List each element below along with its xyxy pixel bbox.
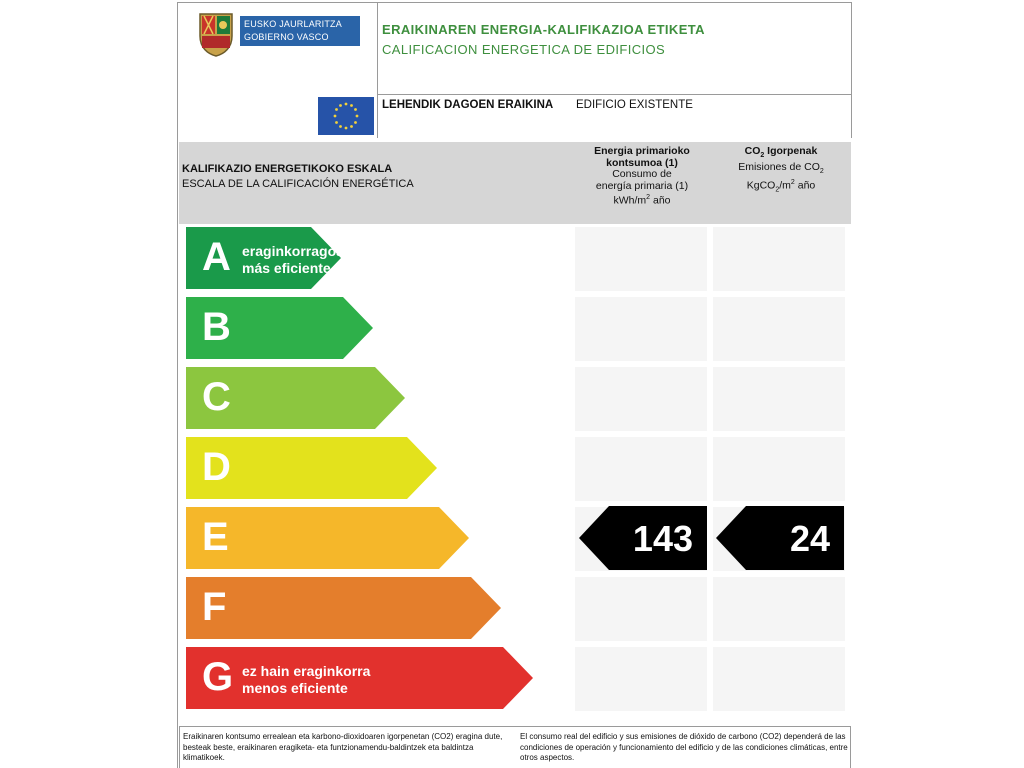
co2-cell bbox=[713, 227, 845, 291]
band-bar-c bbox=[186, 367, 405, 429]
band-bar-b bbox=[186, 297, 373, 359]
primary-energy-cell bbox=[575, 297, 707, 361]
band-bar-d bbox=[186, 437, 437, 499]
co2-cell bbox=[713, 577, 845, 641]
primary-energy-cell bbox=[575, 647, 707, 711]
co2-cell bbox=[713, 367, 845, 431]
band-description: ez hain eraginkorra menos eficiente bbox=[242, 663, 371, 696]
band-bar-e bbox=[186, 507, 469, 569]
band-bar-g bbox=[186, 647, 533, 709]
label-title-basque: ERAIKINAREN ENERGIA-KALIFIKAZIOA ETIKETA bbox=[382, 22, 705, 37]
band-description: eraginkorragoa más eficiente bbox=[242, 243, 344, 276]
primary-energy-column-header: Energia primarioko kontsumoa (1) Consumo de energía primaria (1) kWh/$m^2$ año bbox=[594, 145, 690, 207]
basque-government-shield-icon bbox=[196, 10, 236, 58]
band-bar-f bbox=[186, 577, 501, 639]
co2-cell bbox=[713, 647, 845, 711]
band-letter: A bbox=[202, 235, 231, 279]
primary-energy-cell bbox=[575, 227, 707, 291]
primary-energy-cell bbox=[575, 437, 707, 501]
building-type-spanish: EDIFICIO EXISTENTE bbox=[576, 99, 693, 111]
band-shape-f bbox=[186, 577, 501, 639]
scale-title-spanish: ESCALA DE LA CALIFICACIÓN ENERGÉTICA bbox=[182, 178, 414, 190]
co2-value: 24 bbox=[789, 518, 830, 559]
scale-title-basque: KALIFIKAZIO ENERGETIKOKO ESKALA bbox=[182, 163, 393, 175]
government-logo-text: EUSKO JAURLARITZA GOBIERNO VASCO bbox=[240, 16, 360, 46]
band-letter: D bbox=[202, 445, 231, 489]
co2-value-marker bbox=[716, 506, 844, 570]
band-letter: B bbox=[202, 305, 231, 349]
co2-cell bbox=[713, 437, 845, 501]
primary-energy-cell bbox=[575, 367, 707, 431]
band-letter: E bbox=[202, 515, 229, 559]
band-bar-a bbox=[186, 227, 344, 289]
primary-energy-cell bbox=[575, 577, 707, 641]
primary-energy-value: 143 bbox=[632, 518, 693, 559]
primary-energy-value-marker bbox=[579, 506, 707, 570]
eu-flag-icon bbox=[318, 97, 374, 135]
band-letter: C bbox=[202, 375, 231, 419]
building-type-basque: LEHENDIK DAGOEN ERAIKINA bbox=[382, 99, 554, 111]
band-letter: F bbox=[202, 585, 227, 629]
footer-note-spanish: El consumo real del edificio y sus emisiones de dióxido de carbono (CO2) dependerá de las condiciones de operación y funcionamiento del edificio y de las condiciones climáticas, entre otros aspectos. bbox=[520, 732, 848, 762]
band-letter: G bbox=[202, 655, 234, 699]
co2-column-header: $CO_2$ Igorpenak Emisiones de $CO_2$ $KgCO_2/m^2$ año bbox=[738, 145, 824, 194]
co2-cell bbox=[713, 297, 845, 361]
label-title-spanish: CALIFICACION ENERGETICA DE EDIFICIOS bbox=[382, 42, 666, 57]
footer-note-basque: Eraikinaren kontsumo errealean eta karbono-dioxidoaren igorpenetan (CO2) eragina dute, besteak beste, eraikinaren eragiketa- eta funtzionamendu-baldintzek eta baldintza klimatikoek. bbox=[183, 732, 503, 762]
